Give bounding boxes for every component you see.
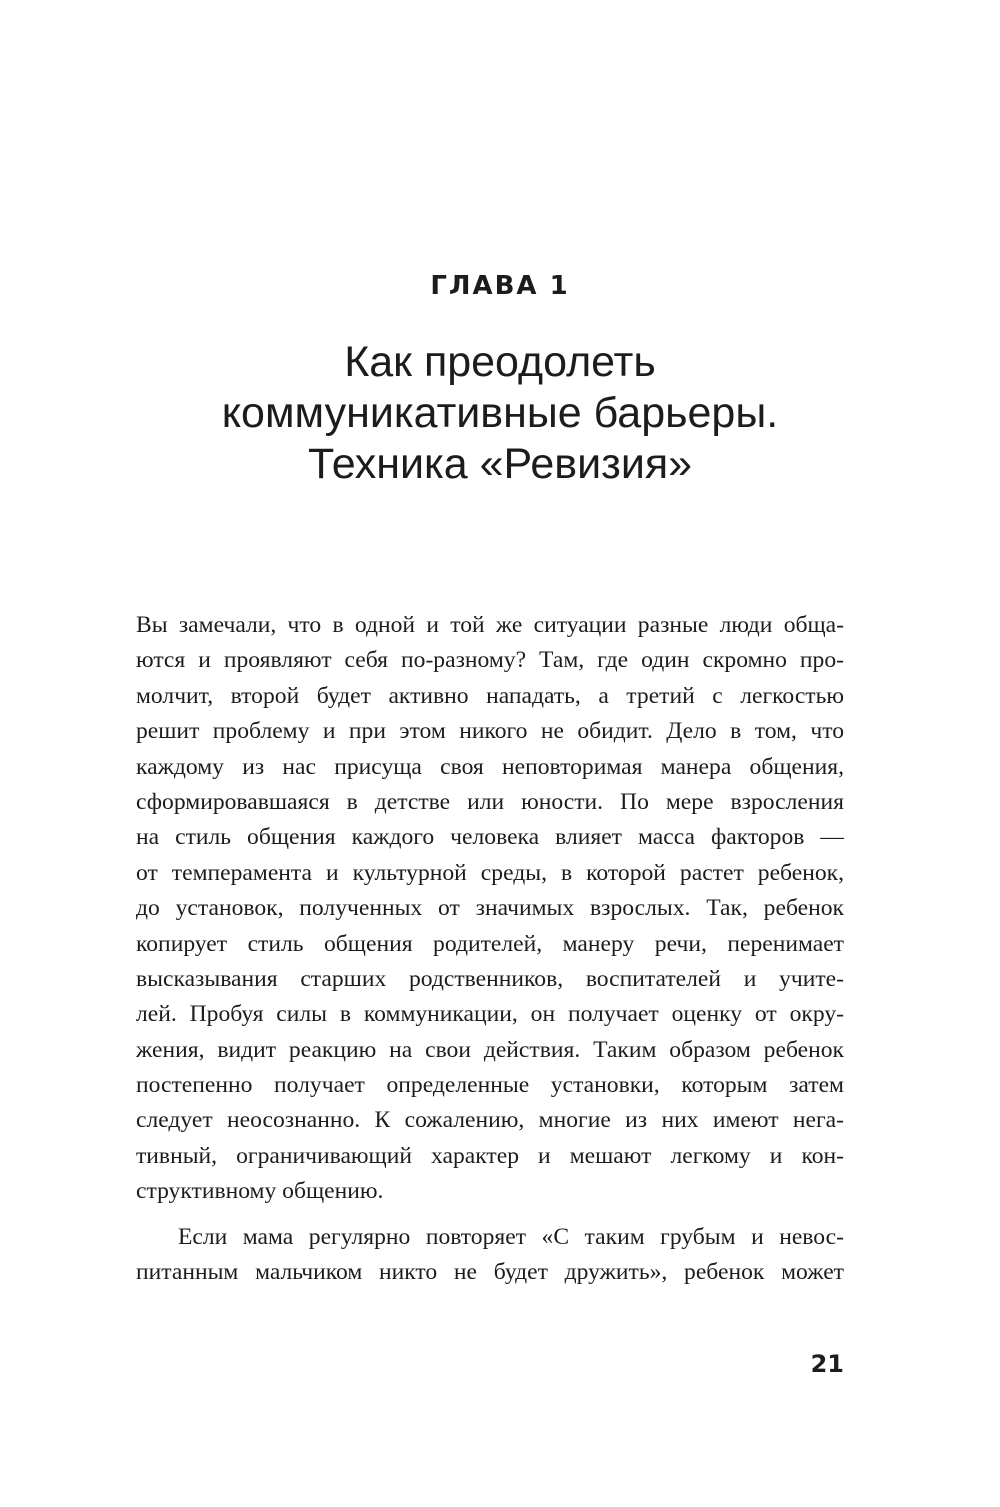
text-line: решит проблему и при этом никого не обидит. Дело в том, что (136, 718, 844, 745)
body-text (136, 608, 844, 1290)
text-line: жения, видит реакцию на свои действия. Таким образом ребенок (136, 1036, 844, 1063)
text-line: до установок, полученных от значимых взрослых. Так, ребенок (136, 895, 844, 922)
page-number: 21 (810, 1350, 844, 1378)
text-line: тивный, ограничивающий характер и мешают легкому и кон- (136, 1142, 844, 1169)
text-line: копирует стиль общения родителей, манеру речи, перенимает (136, 930, 844, 957)
text-line: на стиль общения каждого человека влияет масса факторов — (136, 824, 844, 851)
text-line: сформировавшаяся в детстве или юности. По мере взросления (136, 788, 844, 815)
paragraph (136, 1220, 844, 1291)
chapter-title-line: Как преодолеть (344, 338, 656, 386)
paragraph (136, 608, 844, 1210)
text-line: постепенно получает определенные установки, которым затем (136, 1072, 844, 1099)
chapter-label: ГЛАВА 1 (430, 271, 570, 301)
text-line: питанным мальчиком никто не будет дружить», ребенок может (136, 1259, 844, 1286)
text-line: следует неосознанно. К сожалению, многие из них имеют нега- (136, 1107, 844, 1134)
text-line: Вы замечали, что в одной и той же ситуации разные люди обща- (136, 612, 844, 638)
text-line: высказывания старших родственников, воспитателей и учите- (136, 965, 844, 992)
text-line: от темперамента и культурной среды, в которой растет ребенок, (136, 859, 844, 886)
text-line: структивному общению. (136, 1178, 384, 1205)
text-line: каждому из нас присуща своя неповторимая манера общения, (136, 753, 844, 780)
text-line: Если мама регулярно повторяет «С таким грубым и невос- (178, 1223, 844, 1250)
chapter-title-line: коммуникативные барьеры. (221, 389, 779, 437)
text-line: лей. Пробуя силы в коммуникации, он получает оценку от окру- (136, 1001, 844, 1028)
chapter-title-line: Техника «Ревизия» (307, 440, 693, 488)
chapter-title (0, 337, 1000, 490)
text-line: молчит, второй будет активно нападать, а третий с легкостью (136, 682, 844, 709)
text-line: ются и проявляют себя по-разному? Там, где один скромно про- (136, 647, 844, 674)
